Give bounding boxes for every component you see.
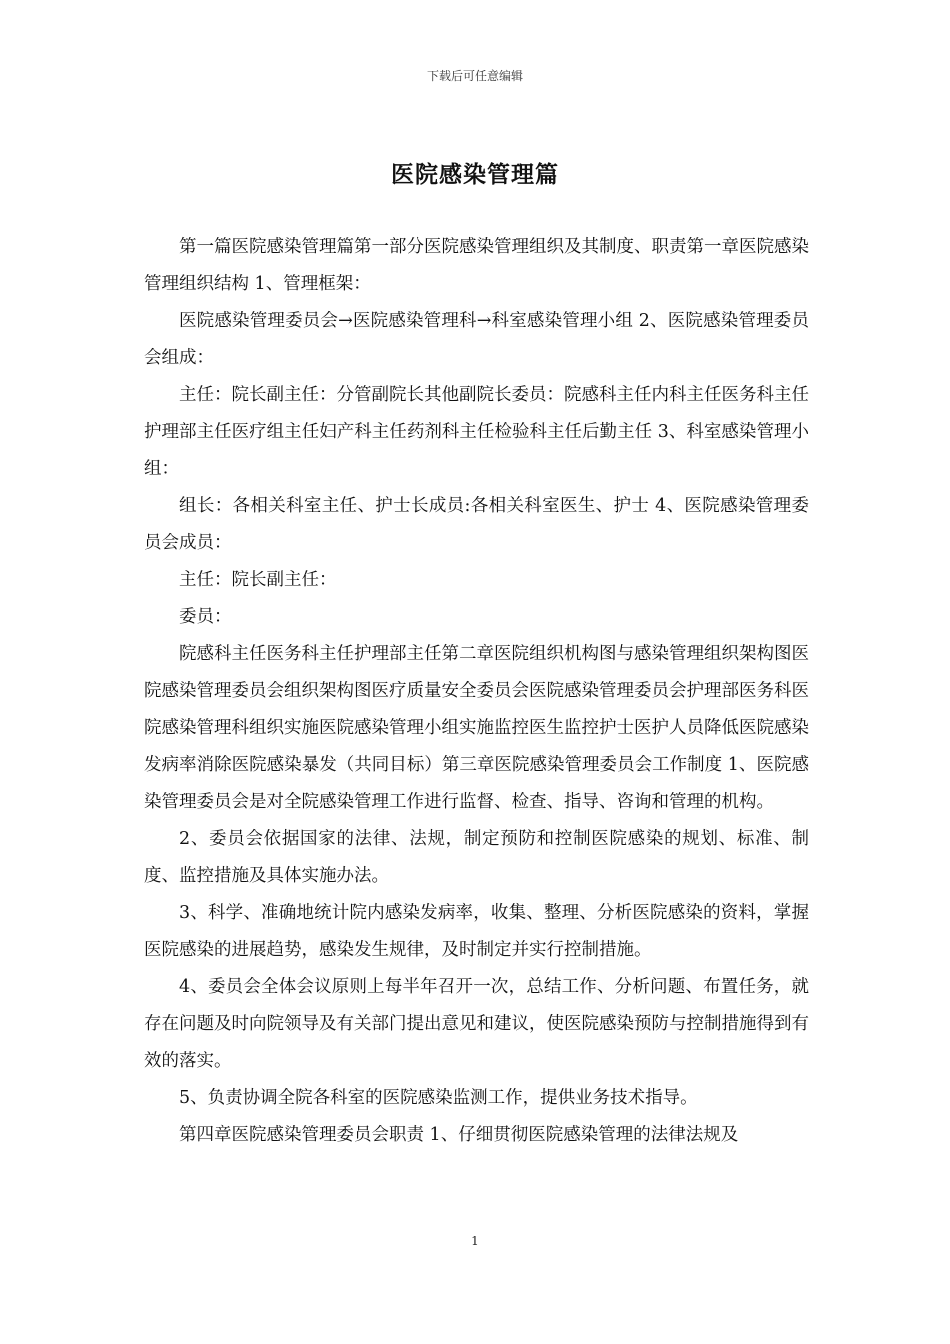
paragraph: 第四章医院感染管理委员会职责 1、仔细贯彻医院感染管理的法律法规及	[179, 1125, 739, 1145]
document-body	[144, 229, 809, 1154]
paragraph: 主任：院长副主任：分管副院长其他副院长委员：院感科主任内科主任医务科主任护理部主任医疗组主任妇产科主任药剂科主任检验科主任后勤主任 3、科室感染管理小组：	[144, 385, 809, 479]
document-title: 医院感染管理篇	[391, 161, 559, 188]
paragraph: 3、科学、准确地统计院内感染发病率，收集、整理、分析医院感染的资料，掌握医院感染的进展趋势，感染发生规律，及时制定并实行控制措施。	[144, 903, 809, 960]
paragraph: 2、委员会依据国家的法律、法规，制定预防和控制医院感染的规划、标准、制度、监控措施及具体实施办法。	[144, 829, 809, 886]
paragraph: 5、负责协调全院各科室的医院感染监测工作，提供业务技术指导。	[179, 1088, 698, 1108]
page-number: 1	[471, 1234, 479, 1248]
paragraph: 委员：	[179, 607, 232, 627]
header-note: 下载后可任意编辑	[426, 69, 523, 83]
paragraph: 4、委员会全体会议原则上每半年召开一次，总结工作、分析问题、布置任务，就存在问题及时向院领导及有关部门提出意见和建议，使医院感染预防与控制措施得到有效的落实。	[144, 977, 809, 1071]
paragraph: 组长：各相关科室主任、护士长成员:各相关科室医生、护士 4、医院感染管理委员会成员：	[144, 496, 809, 553]
paragraph: 医院感染管理委员会→医院感染管理科→科室感染管理小组 2、医院感染管理委员会组成：	[144, 311, 809, 368]
paragraph: 院感科主任医务科主任护理部主任第二章医院组织机构图与感染管理组织架构图医院感染管理委员会组织架构图医疗质量安全委员会医院感染管理委员会护理部医务科医院感染管理科组织实施医院感染管理小组实施监控医生监控护士医护人员降低医院感染发病率消除医院感染暴发（共同目标）第三章医院感染管理委员会工作制度 1、医院感染管理委员会是对全院感染管理工作进行监督、检查、指导、咨询和管理的机构。	[144, 644, 809, 812]
paragraph: 主任：院长副主任：	[179, 570, 337, 590]
paragraph: 第一篇医院感染管理篇第一部分医院感染管理组织及其制度、职责第一章医院感染管理组织结构 1、管理框架：	[144, 237, 809, 294]
